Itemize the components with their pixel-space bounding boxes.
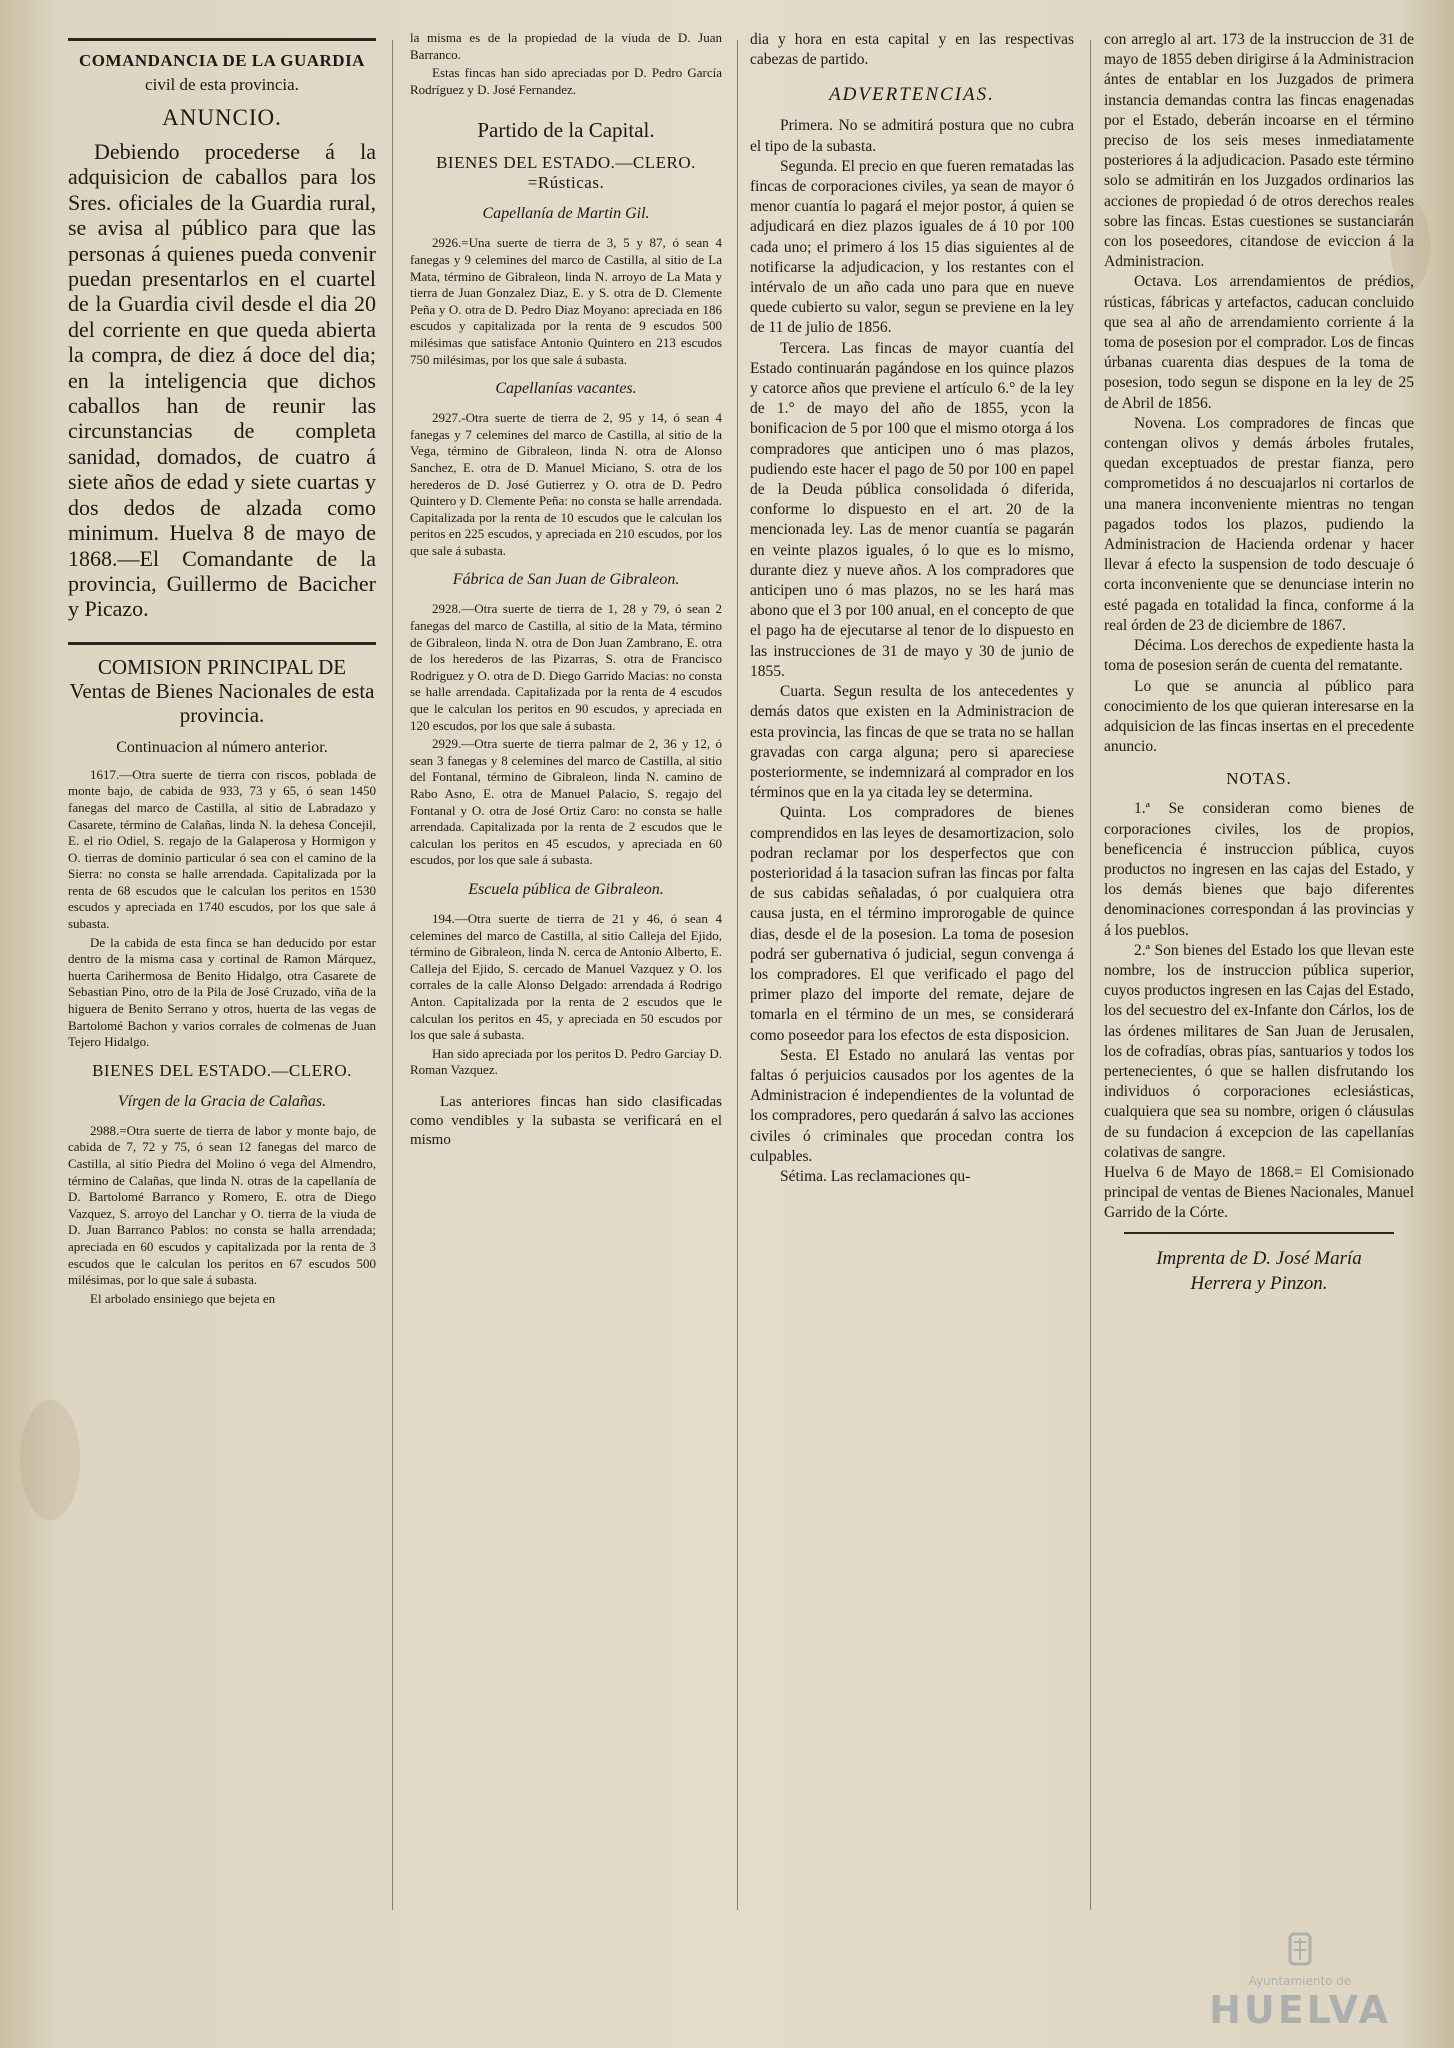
imprenta-line-1: Imprenta de D. José María (1156, 1247, 1362, 1269)
section-rule (68, 642, 376, 645)
escuela-heading: Escuela pública de Gibraleon. (468, 880, 664, 898)
partido-heading: Partido de la Capital. (477, 118, 655, 143)
listing-2927: 2927.-Otra suerte de tierra de 2, 95 y 14, ó sean 4 fanegas y 7 celemines del marco de Castilla, al sitio de la Vega, término de Gibraleon, linda N. otra de Alonso Sanchez, E. otra de D. Manuel Miciano, S. otra de los herederos de D. José Gutierrez y O. otra de D. Pedro Quintero y D. Clemente Peña: no consta se halle arrendada. Capitalizada por la renta de 10 escudos que le calculan los peritos en 225 escudos, y apreciada en 210 escudos, por los que sale á subasta. (410, 410, 722, 558)
comandancia-heading: COMANDANCIA DE LA GUARDIA (79, 51, 365, 70)
listing-1617-note: De la cabida de esta finca se han deducido por estar dentro de la misma casa y cortinal de Ramon Márquez, huerta Carihermosa de Benito Hidalgo, otra Casarete de Sebastian Pino, otro de la Pila de José Cruzado, viña de la higuera de Benito Serrano y otros, huerta de las vegas de Bartolomé Bachon y varios corrales de colmenas de Juan Tejero Hidalgo. (68, 934, 376, 1050)
advertencia-cuarta: Cuarta. Segun resulta de los antecedentes y demás datos que existen en la Administracion de esta provincia, las fincas de que se trata no se hallan gravadas con carga alguna; pero si apareciese posteriormente, se indemnizará al comprador en los términos que en la ya citada ley se determina. (750, 683, 1074, 802)
continued-text: dia y hora en esta capital y en las respectivas cabezas de partido. (750, 31, 1074, 69)
closing-paragraph: Las anteriores fincas han sido clasificadas como vendibles y la subasta se verificará en el mismo (410, 1093, 722, 1148)
advertencia-sesta: Sesta. El Estado no anulará las ventas por faltas ó perjuicios causados por los agentes de la Administracion é independientes de la voluntad de los compradores, pero quedarán á salvo las acciones civiles ó criminales que procedan contra los culpables. (750, 1046, 1074, 1165)
listing-194-note: Han sido apreciada por los peritos D. Pedro Garciay D. Roman Vazquez. (410, 1045, 722, 1078)
vacantes-heading: Capellanías vacantes. (495, 380, 637, 398)
bienes-clero-heading: BIENES DEL ESTADO.—CLERO. =Rústicas. (436, 153, 696, 193)
appraisers-note: Estas fincas han sido apreciadas por D. Pedro García Rodríguez y D. José Fernandez. (410, 65, 722, 97)
continued-text: con arreglo al art. 173 de la instruccion de 31 de mayo de 1855 deben dirigirse á la Administracion ántes de entablar en los Juzgados de primera instancia demandas contra las fincas enagenadas por el Estado, deberán incoarse en el término preciso de los seis meses inmediatamente posteriores á la adjudicacion. Pasado este término solo se admitirán en los Juzgados ordinarios las acciones de propiedad ó de otros derechos reales sobre las fincas. Estas cuestiones se sustanciarán con los poseedores, citandose de eviccion á la Administracion. (1104, 31, 1414, 271)
listing-194: 194.—Otra suerte de tierra de 21 y 46, ó sean 4 celemines del marco de Castilla, al sitio Calleja del Ejido, término de Gibraleon, linda N. cerca de Antonio Alberto, E. Calleja del Ejido, S. cercado de Manuel Vazquez y O. los corrales de la calle Alonso Delgado: arrendada á Rodrigo Anton. Capitalizada por la renta de 2 escudos que le calculan los peritos en 45, y apreciada en 50 escudos por los que sale á subasta. (410, 910, 722, 1043)
column-divider (737, 40, 738, 1910)
public-notice: Lo que se anuncia al público para conocimiento de los que quieran interesarse en la adquisicion de las fincas insertas en el precedente anuncio. (1104, 677, 1414, 756)
column-1 (68, 30, 376, 2030)
column-divider (392, 40, 393, 1910)
advertencia-quinta: Quinta. Los compradores de bienes comprendidos en las leyes de desamortizacion, solo podran reclamar por los desperfectos que con posterioridad á la tasacion sufran las fincas por falta de sus cabidas señaladas, ó por cualquiera otra causa justa, en el término improrogable de quince dias, desde el de la posesion. La toma de posesion podrá ser gubernativa ó judicial, segun convenga á los compradores. El que verificado el pago del primer plazo del importe del remate, dejare de tomarla en el término de un mes, se considerará como poseedor para los efectos de esta disposicion. (750, 804, 1074, 1044)
ayuntamiento-watermark (1180, 1930, 1420, 2030)
comision-title: COMISION PRINCIPAL DE Ventas de Bienes Nacionales de esta provincia. (69, 654, 375, 727)
crest-icon (1270, 1930, 1330, 1970)
notas-title: NOTAS. (1226, 769, 1292, 789)
advertencia-novena: Novena. Los compradores de fincas que contengan olivos y demás árboles frutales, quedan exceptuados de prestar fianza, pero comprometidos á no descuajarlos ni cortarlos de una manera inconveniente mientras no tengan pagados todos los plazos, pudiendo la Administracion de Hacienda ordenar y hacer llevar á efecto la suspension de todo descuaje ó corta inconveniente que se denunciase interin no esté pagada en totalidad la finca, conforme á la real órden de 23 de diciembre de 1867. (1104, 414, 1414, 634)
column-2 (410, 30, 722, 2030)
advertencia-octava: Octava. Los arrendamientos de prédios, rústicas, fábricas y artefactos, caducan concluido que sea al año de arrendamiento corriente á la toma de posesion por el comprador. Los de fincas úrbanas cuarenta dias despues de la toma de posesion, todo segun se dispone en la ley de 25 de Abril de 1856. (1104, 273, 1414, 412)
watermark-line-1: Ayuntamiento de (1248, 1974, 1352, 1988)
continuacion-note: Continuacion al número anterior. (116, 738, 328, 756)
martin-gil-heading: Capellanía de Martin Gil. (482, 205, 650, 223)
column-3 (750, 30, 1074, 2030)
nota-1: 1.ª Se consideran como bienes de corporaciones civiles, los de propios, beneficencia é instruccion pública, cuyos productos no ingresen en las cajas del Estado, y los demás bienes que bajo diferentes denominaciones correspondan á las provincias y á los pueblos. (1104, 800, 1414, 939)
anuncio-title: ANUNCIO. (162, 105, 282, 130)
listing-2926: 2926.=Una suerte de tierra de 3, 5 y 87, ó sean 4 fanegas y 9 celemines del marco de Castilla, al sitio de La Mata, término de Gibraleon, linda N. arroyo de La Mata y tierra de Juan Gonzalez Diaz, E. y S. otra de D. Clemente Peña y O. otra de D. Pedro Diaz Moyano: apreciada en 186 escudos y capitalizada por la renta de 9 escudos 500 milésimas que satisface Antonio Quintero en 213 escudos 750 milésimas, por los que sale á subasta. (410, 235, 722, 367)
advertencia-setima: Sétima. Las reclamaciones qu- (780, 1167, 971, 1185)
column-divider (1090, 40, 1091, 1910)
nota-2: 2.ª Son bienes del Estado los que llevan este nombre, los de instruccion pública superior, cuyos productos ingresen en las Cajas del Estado, los del secuestro del ex-Infante don Cárlos, los de las órdenes militares de San Juan de Jerusalen, los de cofradías, obras pías, santuarios y todos los pertenecientes, ó que se hallen disfrutando los individuos ó corporaciones eclesiásticas, cualquiera que sea su nombre, origen ó cláusulas de su fundacion á excepcion de las capellanías colativas de sangre. (1104, 941, 1414, 1161)
imprenta-credit (1104, 1246, 1414, 1296)
virgen-heading: Vírgen de la Gracia de Calañas. (117, 1092, 327, 1110)
fabrica-heading: Fábrica de San Juan de Gibraleon. (452, 571, 680, 589)
advertencia-segunda: Segunda. El precio en que fueren rematadas las fincas de corporaciones civiles, ya sean de mayor ó menor cuantía lo pagará el mejor postor, á quien se adjudicará en diez plazos iguales de á 10 por 100 cada uno; el primero á los 15 dias siguientes al de notificarse la adjudicacion, y los restantes con el intérvalo de un año cada uno para que en nueve quede cubierto su valor, segun se previene en la ley de 11 de julio de 1856. (750, 157, 1074, 337)
advertencias-title: ADVERTENCIAS. (829, 84, 995, 106)
listing-2929: 2929.—Otra suerte de tierra palmar de 2, 36 y 12, ó sean 3 fanegas y 8 celemines del marco de Castilla, al sitio del Fontanal, término de Gibraleon, linda N. camino de Rabo Asno, E. otra de Manuel Palacio, S. regajo del Fontanal y O. otra de José Ortiz Caro: no consta se halle arrendada. Capitalizada por la renta de 2 escudos que le calculan los peritos en 45 escudos, y apreciada en 60 escudos, por los que sale á subasta. (410, 736, 722, 868)
advertencia-primera: Primera. No se admitirá postura que no cubra el tipo de la subasta. (750, 117, 1074, 155)
comandancia-subheading: civil de esta provincia. (145, 75, 299, 94)
watermark-line-2: HUELVA (1209, 1988, 1391, 2032)
listing-2988: 2988.=Otra suerte de tierra de labor y monte bajo, de cabida de 7, 72 y 75, ó sean 12 fanegas del marco de Castilla, al sitio Piedra del Molino ó vega del Almendro, término de Calañas, que linda N. otras de la capellanía de D. Bartolomé Barranco y Romero, E. otra de Diego Vazquez, S. arroyo del Lanchar y O. tierra de la viuda de D. Juan Barranco Pablos: no consta se halla arrendada; apreciada en 60 escudos y capitalizada por la renta de 3 escudos que le calculan los peritos en 67 escudos 500 milésimas, por lo que sale á subasta. (68, 1122, 376, 1288)
signature: Huelva 6 de Mayo de 1868.= El Comisionado principal de ventas de Bienes Nacionales, Manuel Garrido de la Córte. (1104, 1163, 1414, 1222)
continued-text: la misma es de la propiedad de la viuda de D. Juan Barranco. (410, 30, 722, 62)
listing-2988-note: El arbolado ensiniego que bejeta en (90, 1290, 276, 1306)
column-4 (1104, 30, 1414, 2030)
imprenta-rule (1124, 1232, 1394, 1234)
advertencia-tercera: Tercera. Las fincas de mayor cuantía del Estado continuarán pagándose en los quince plazos y catorce años que previene el artículo 6.° de la ley de 1.° de mayo del año de 1855, ycon la bonificacion de 5 por 100 que el mismo otorga á los compradores que anticipen uno ó mas plazos, pudiendo este hacer el pago de 50 por 100 en papel de la Deuda pública consolidada ó diferida, conforme lo dispuesto en el art. 20 de la mencionada ley. Las de menor cuantía se pagarán en veinte plazos iguales, ó lo que es lo mismo, durante diez y nueve años. A los compradores que anticipen uno ó mas plazos, no se les hará mas abono que el 3 por 100 anual, en el concepto de que el pago ha de ejecutarse al tenor de lo dispuesto en las instrucciones de 31 de mayo y 30 de junio de 1855. (750, 339, 1074, 680)
top-rule (68, 38, 376, 41)
advertencia-decima: Décima. Los derechos de expediente hasta la toma de posesion serán de cuenta del rematante. (1104, 637, 1414, 675)
listing-2928: 2928.—Otra suerte de tierra de 1, 28 y 79, ó sean 2 fanegas del marco de Castilla, al sitio de la Mata, término de Gibraleon, linda N. otra de Don Juan Zambrano, E. otra de los herederos de las Pizarras, S. otra de Francisco Rodriguez y O. otra de D. Diego Garrido Macias: no consta se halle arrendada. Capitalizada por la renta de 4 escudos que le calculan los peritos en 90 escudos, y apreciada en 120 escudos, por los que sale á subasta. (410, 601, 722, 733)
listing-1617: 1617.—Otra suerte de tierra con riscos, poblada de monte bajo, de cabida de 933, 73 y 65, ó sean 1450 fanegas del marco de Castilla, al sitio de Labradazo y Casarete, término de Calañas, linda N. la dehesa Concejil, E. el rio Odiel, S. regajo de la Galaperosa y Hormigon y O. tierras de dominio particular ó sea con el camino de la Sierra: no consta se halle arrendada. Capitalizada por la renta de 68 escudos que le calculan los peritos en 1530 escudos y apreciada en 1740 escudos, por los que sale á subasta. (68, 766, 376, 932)
anuncio-body: Debiendo procederse á la adquisicion de caballos para los Sres. oficiales de la Guardia rural, se avisa al público para que las personas á quienes pueda convenir puedan presentarlos en el cuartel de la Guardia civil desde el dia 20 del corriente en que queda abierta la compra, de diez á doce del dia; en la inteligencia que dichos caballos han de reunir las circunstancias de completa sanidad, domados, de cuatro á siete años de edad y siete cuartas y dos dedos de alzada como minimum. Huelva 8 de mayo de 1868.—El Comandante de la provincia, Guillermo de Bacicher y Picazo. (68, 139, 376, 622)
bienes-estado-heading: BIENES DEL ESTADO.—CLERO. (92, 1060, 352, 1080)
imprenta-line-2: Herrera y Pinzon. (1190, 1272, 1328, 1294)
